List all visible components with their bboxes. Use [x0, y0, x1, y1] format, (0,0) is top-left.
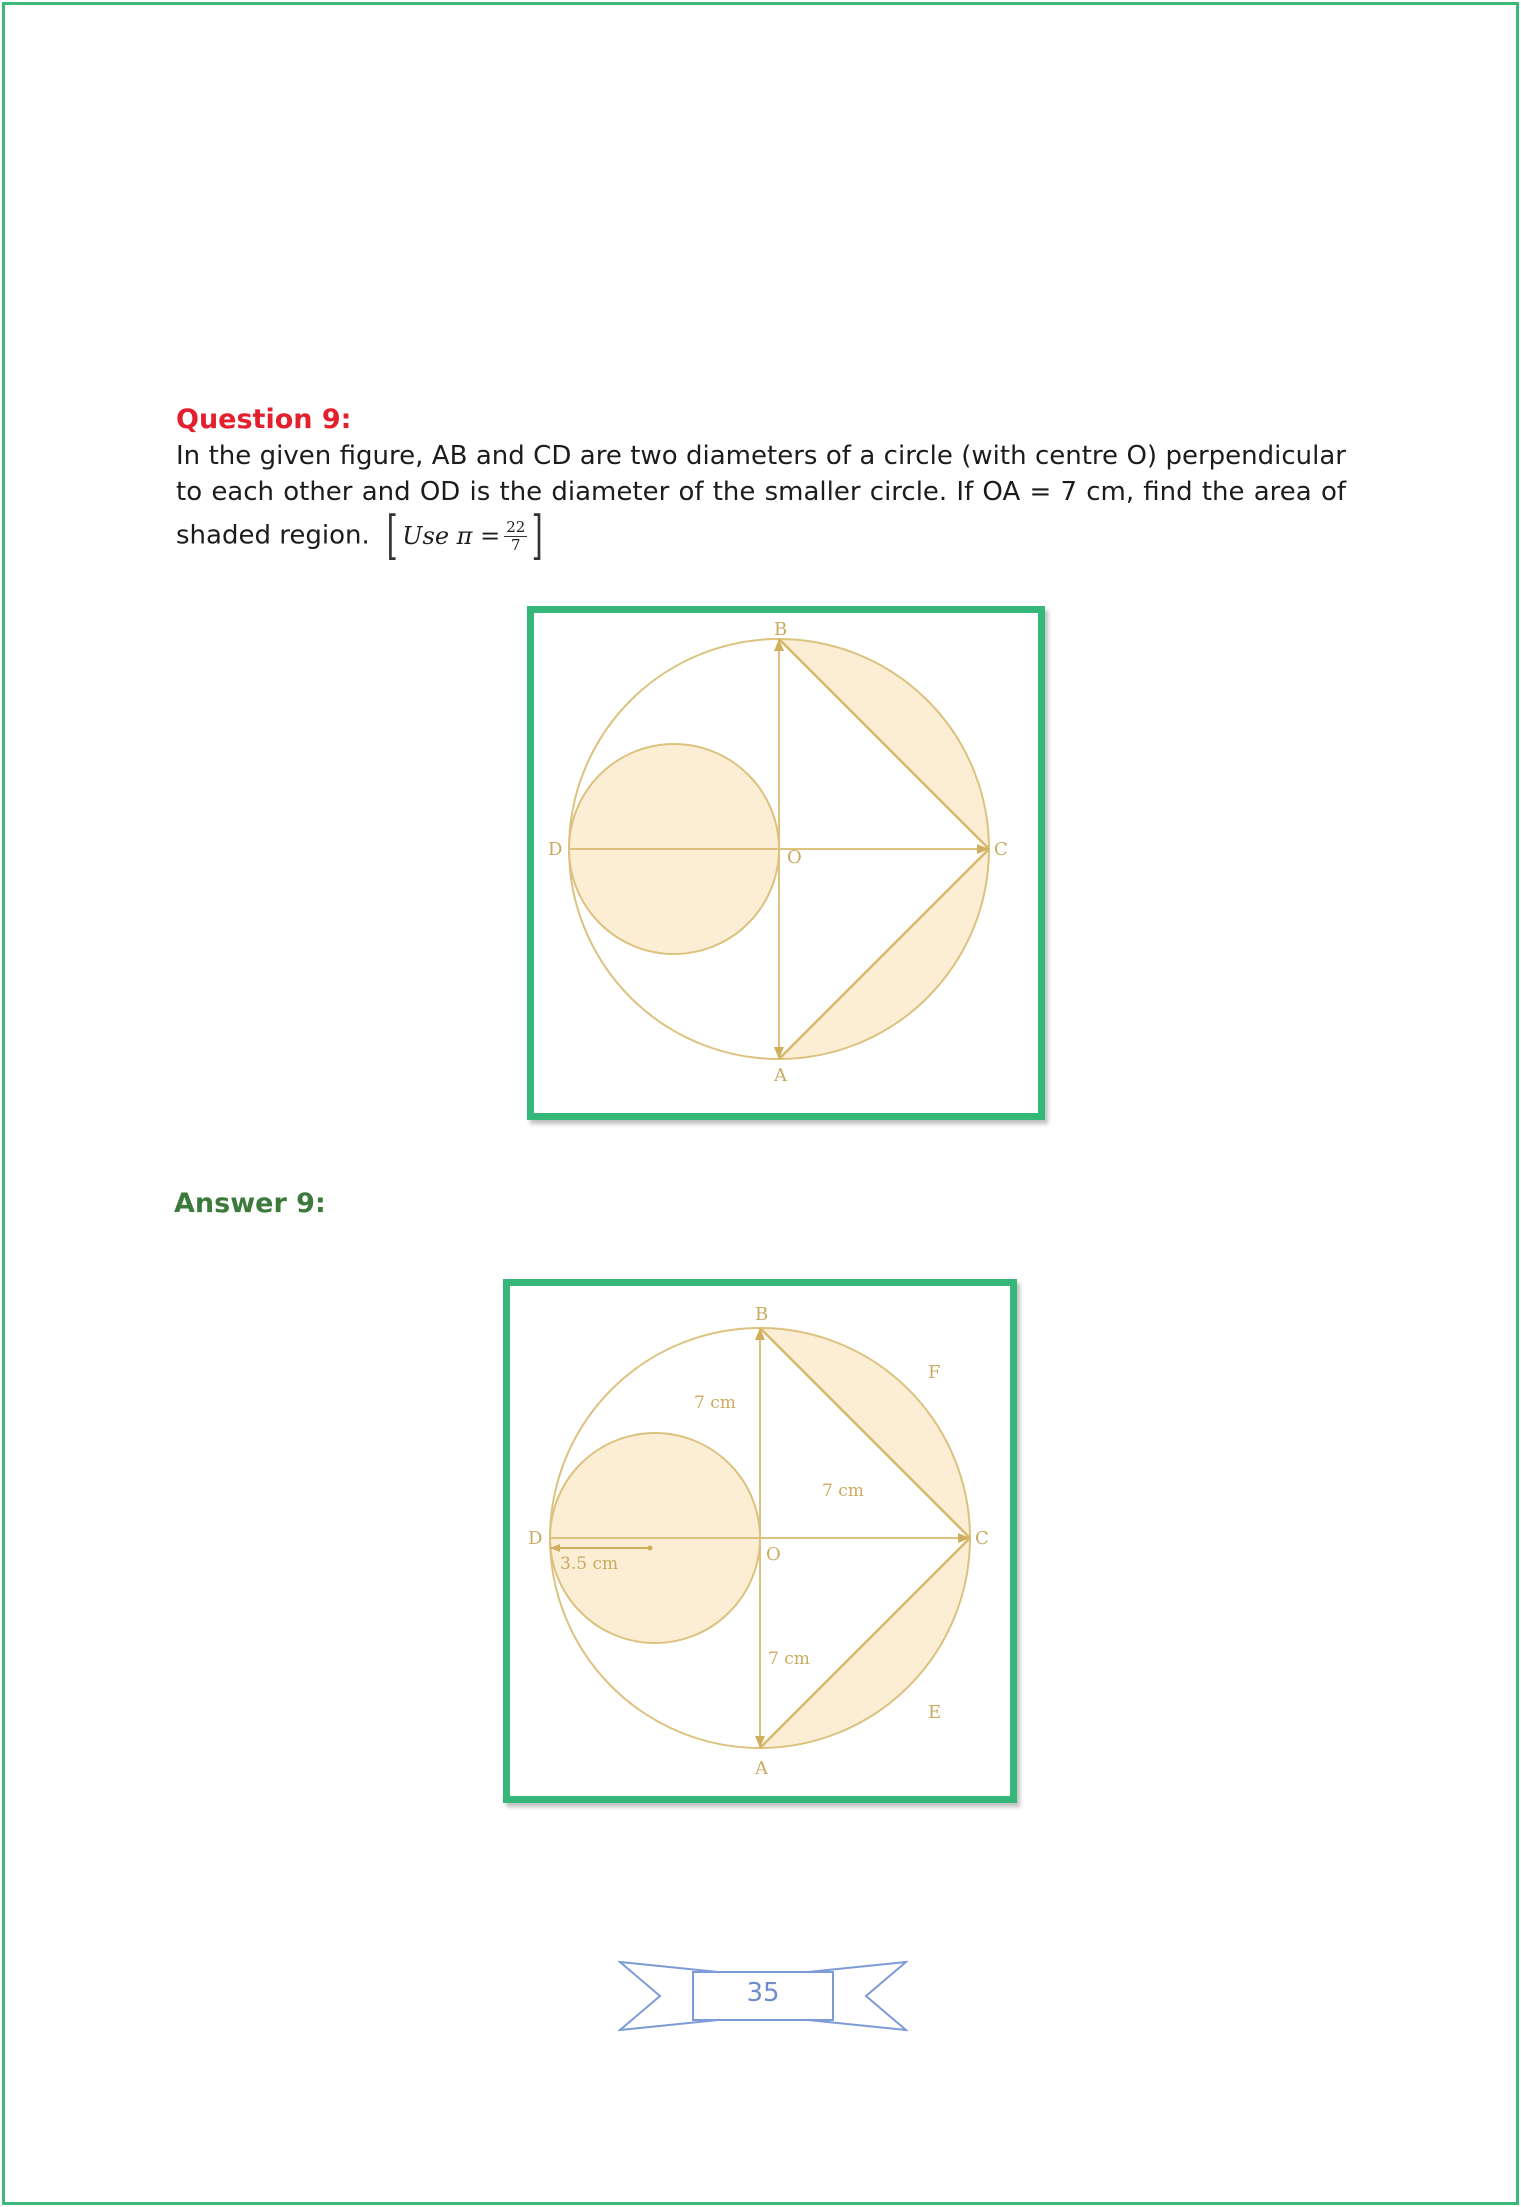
label-c: C [994, 839, 1008, 860]
formula-pi: π = [456, 522, 501, 550]
label-f: F [928, 1362, 941, 1383]
answer-figure-svg [510, 1286, 1010, 1796]
question-figure-svg [534, 613, 1038, 1113]
label-d: D [528, 1528, 543, 1549]
measure-ob: 7 cm [694, 1393, 736, 1413]
formula-fraction [504, 519, 527, 554]
label-b: B [755, 1304, 769, 1325]
measure-oa: 7 cm [768, 1649, 810, 1669]
label-d: D [548, 839, 563, 860]
formula-use: Use [402, 522, 450, 550]
question-figure [527, 606, 1045, 1120]
question-text [176, 438, 1346, 566]
question-title: Question 9: [176, 404, 352, 435]
answer-figure [503, 1279, 1017, 1803]
label-c: C [975, 1528, 989, 1549]
label-b: B [774, 619, 788, 640]
formula-numerator: 22 [506, 517, 526, 536]
page-number: 35 [746, 1978, 780, 2008]
label-a: A [774, 1065, 787, 1086]
label-a: A [755, 1758, 768, 1779]
label-o: O [766, 1544, 781, 1565]
formula-denominator: 7 [510, 535, 521, 554]
measure-dp: 3.5 cm [560, 1554, 619, 1574]
measure-oc: 7 cm [822, 1481, 864, 1501]
label-e: E [928, 1702, 942, 1723]
question-body: In the given figure, AB and CD are two diameters of a circle (with centre O) perpendicular to each other and OD is the diameter of the smaller circle. If OA = 7 cm, find the area of shaded region. [176, 441, 1346, 551]
small-center [648, 1546, 653, 1551]
label-o: O [787, 847, 802, 868]
pi-formula: [ Use π = $\frac{22}{7}$ ] [386, 506, 544, 566]
answer-title: Answer 9: [174, 1188, 326, 1219]
